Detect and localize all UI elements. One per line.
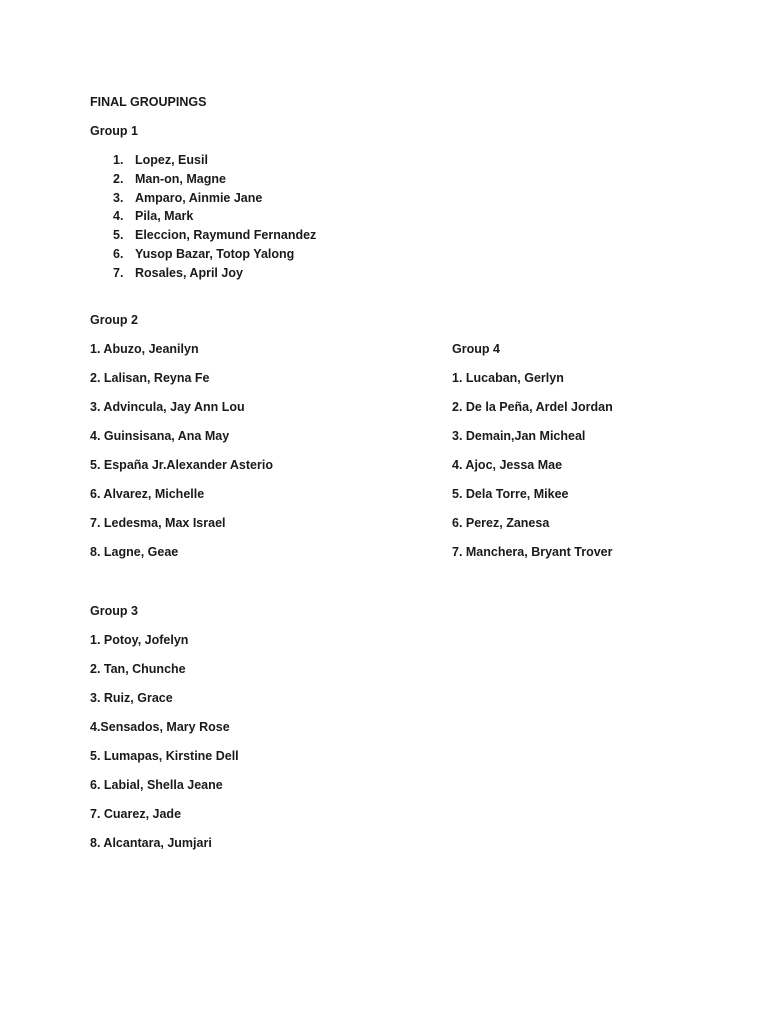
list-item: 4.Sensados, Mary Rose bbox=[90, 720, 230, 734]
list-item: 6. Alvarez, Michelle bbox=[90, 487, 205, 501]
list-number: 3. bbox=[113, 190, 124, 205]
list-item: 1. Lucaban, Gerlyn bbox=[452, 371, 564, 385]
member-name: Rosales, April Joy bbox=[135, 265, 243, 280]
group-1-heading: Group 1 bbox=[90, 124, 138, 138]
list-item bbox=[90, 190, 316, 209]
list-item: 5. Dela Torre, Mikee bbox=[452, 487, 569, 501]
list-item: 8. Alcantara, Jumjari bbox=[90, 836, 212, 850]
member-name: Lopez, Eusil bbox=[135, 153, 208, 167]
list-number: 1. bbox=[113, 153, 124, 167]
list-number: 4. bbox=[113, 209, 124, 224]
list-item: 2. Lalisan, Reyna Fe bbox=[90, 371, 210, 385]
list-item: 8. Lagne, Geae bbox=[90, 545, 179, 559]
list-item: 3. Ruiz, Grace bbox=[90, 691, 173, 705]
list-item: 4. Guinsisana, Ana May bbox=[90, 429, 230, 443]
list-item: 6. Perez, Zanesa bbox=[452, 516, 550, 530]
group-2-list bbox=[90, 341, 273, 573]
list-item: 4. Ajoc, Jessa Mae bbox=[452, 458, 563, 472]
group-4-heading: Group 4 bbox=[452, 342, 500, 356]
list-item bbox=[90, 246, 316, 265]
list-item bbox=[90, 171, 316, 190]
member-name: Pila, Mark bbox=[135, 209, 194, 224]
list-item bbox=[90, 227, 316, 246]
group-4-list bbox=[452, 370, 613, 573]
list-item: 1. Potoy, Jofelyn bbox=[90, 633, 189, 647]
member-name: Yusop Bazar, Totop Yalong bbox=[135, 246, 295, 261]
list-item: 7. Ledesma, Max Israel bbox=[90, 516, 226, 530]
list-item bbox=[90, 265, 316, 284]
list-number: 5. bbox=[113, 228, 124, 243]
list-number: 2. bbox=[113, 171, 124, 186]
list-item: 2. De la Peña, Ardel Jordan bbox=[452, 400, 613, 414]
member-name: Man-on, Magne bbox=[135, 171, 226, 186]
list-item bbox=[90, 208, 316, 227]
list-item: 3. Advincula, Jay Ann Lou bbox=[90, 400, 245, 414]
group-3-list bbox=[90, 632, 239, 864]
list-item: 6. Labial, Shella Jeane bbox=[90, 778, 223, 792]
list-item: 7. Cuarez, Jade bbox=[90, 807, 182, 821]
list-item bbox=[90, 152, 316, 171]
list-item: 2. Tan, Chunche bbox=[90, 662, 186, 676]
list-item: 3. Demain,Jan Micheal bbox=[452, 429, 586, 443]
list-number: 6. bbox=[113, 246, 124, 261]
member-name: Eleccion, Raymund Fernandez bbox=[135, 228, 317, 243]
list-item: 1. Abuzo, Jeanilyn bbox=[90, 342, 199, 356]
member-name: Amparo, Ainmie Jane bbox=[135, 190, 263, 205]
document-title: FINAL GROUPINGS bbox=[90, 95, 207, 109]
list-item: 5. España Jr.Alexander Asterio bbox=[90, 458, 273, 472]
list-item: 7. Manchera, Bryant Trover bbox=[452, 545, 613, 559]
list-number: 7. bbox=[113, 265, 124, 280]
group-1-list bbox=[90, 152, 316, 284]
list-item: 5. Lumapas, Kirstine Dell bbox=[90, 749, 239, 763]
group-3-heading: Group 3 bbox=[90, 604, 138, 618]
group-2-heading: Group 2 bbox=[90, 313, 138, 327]
